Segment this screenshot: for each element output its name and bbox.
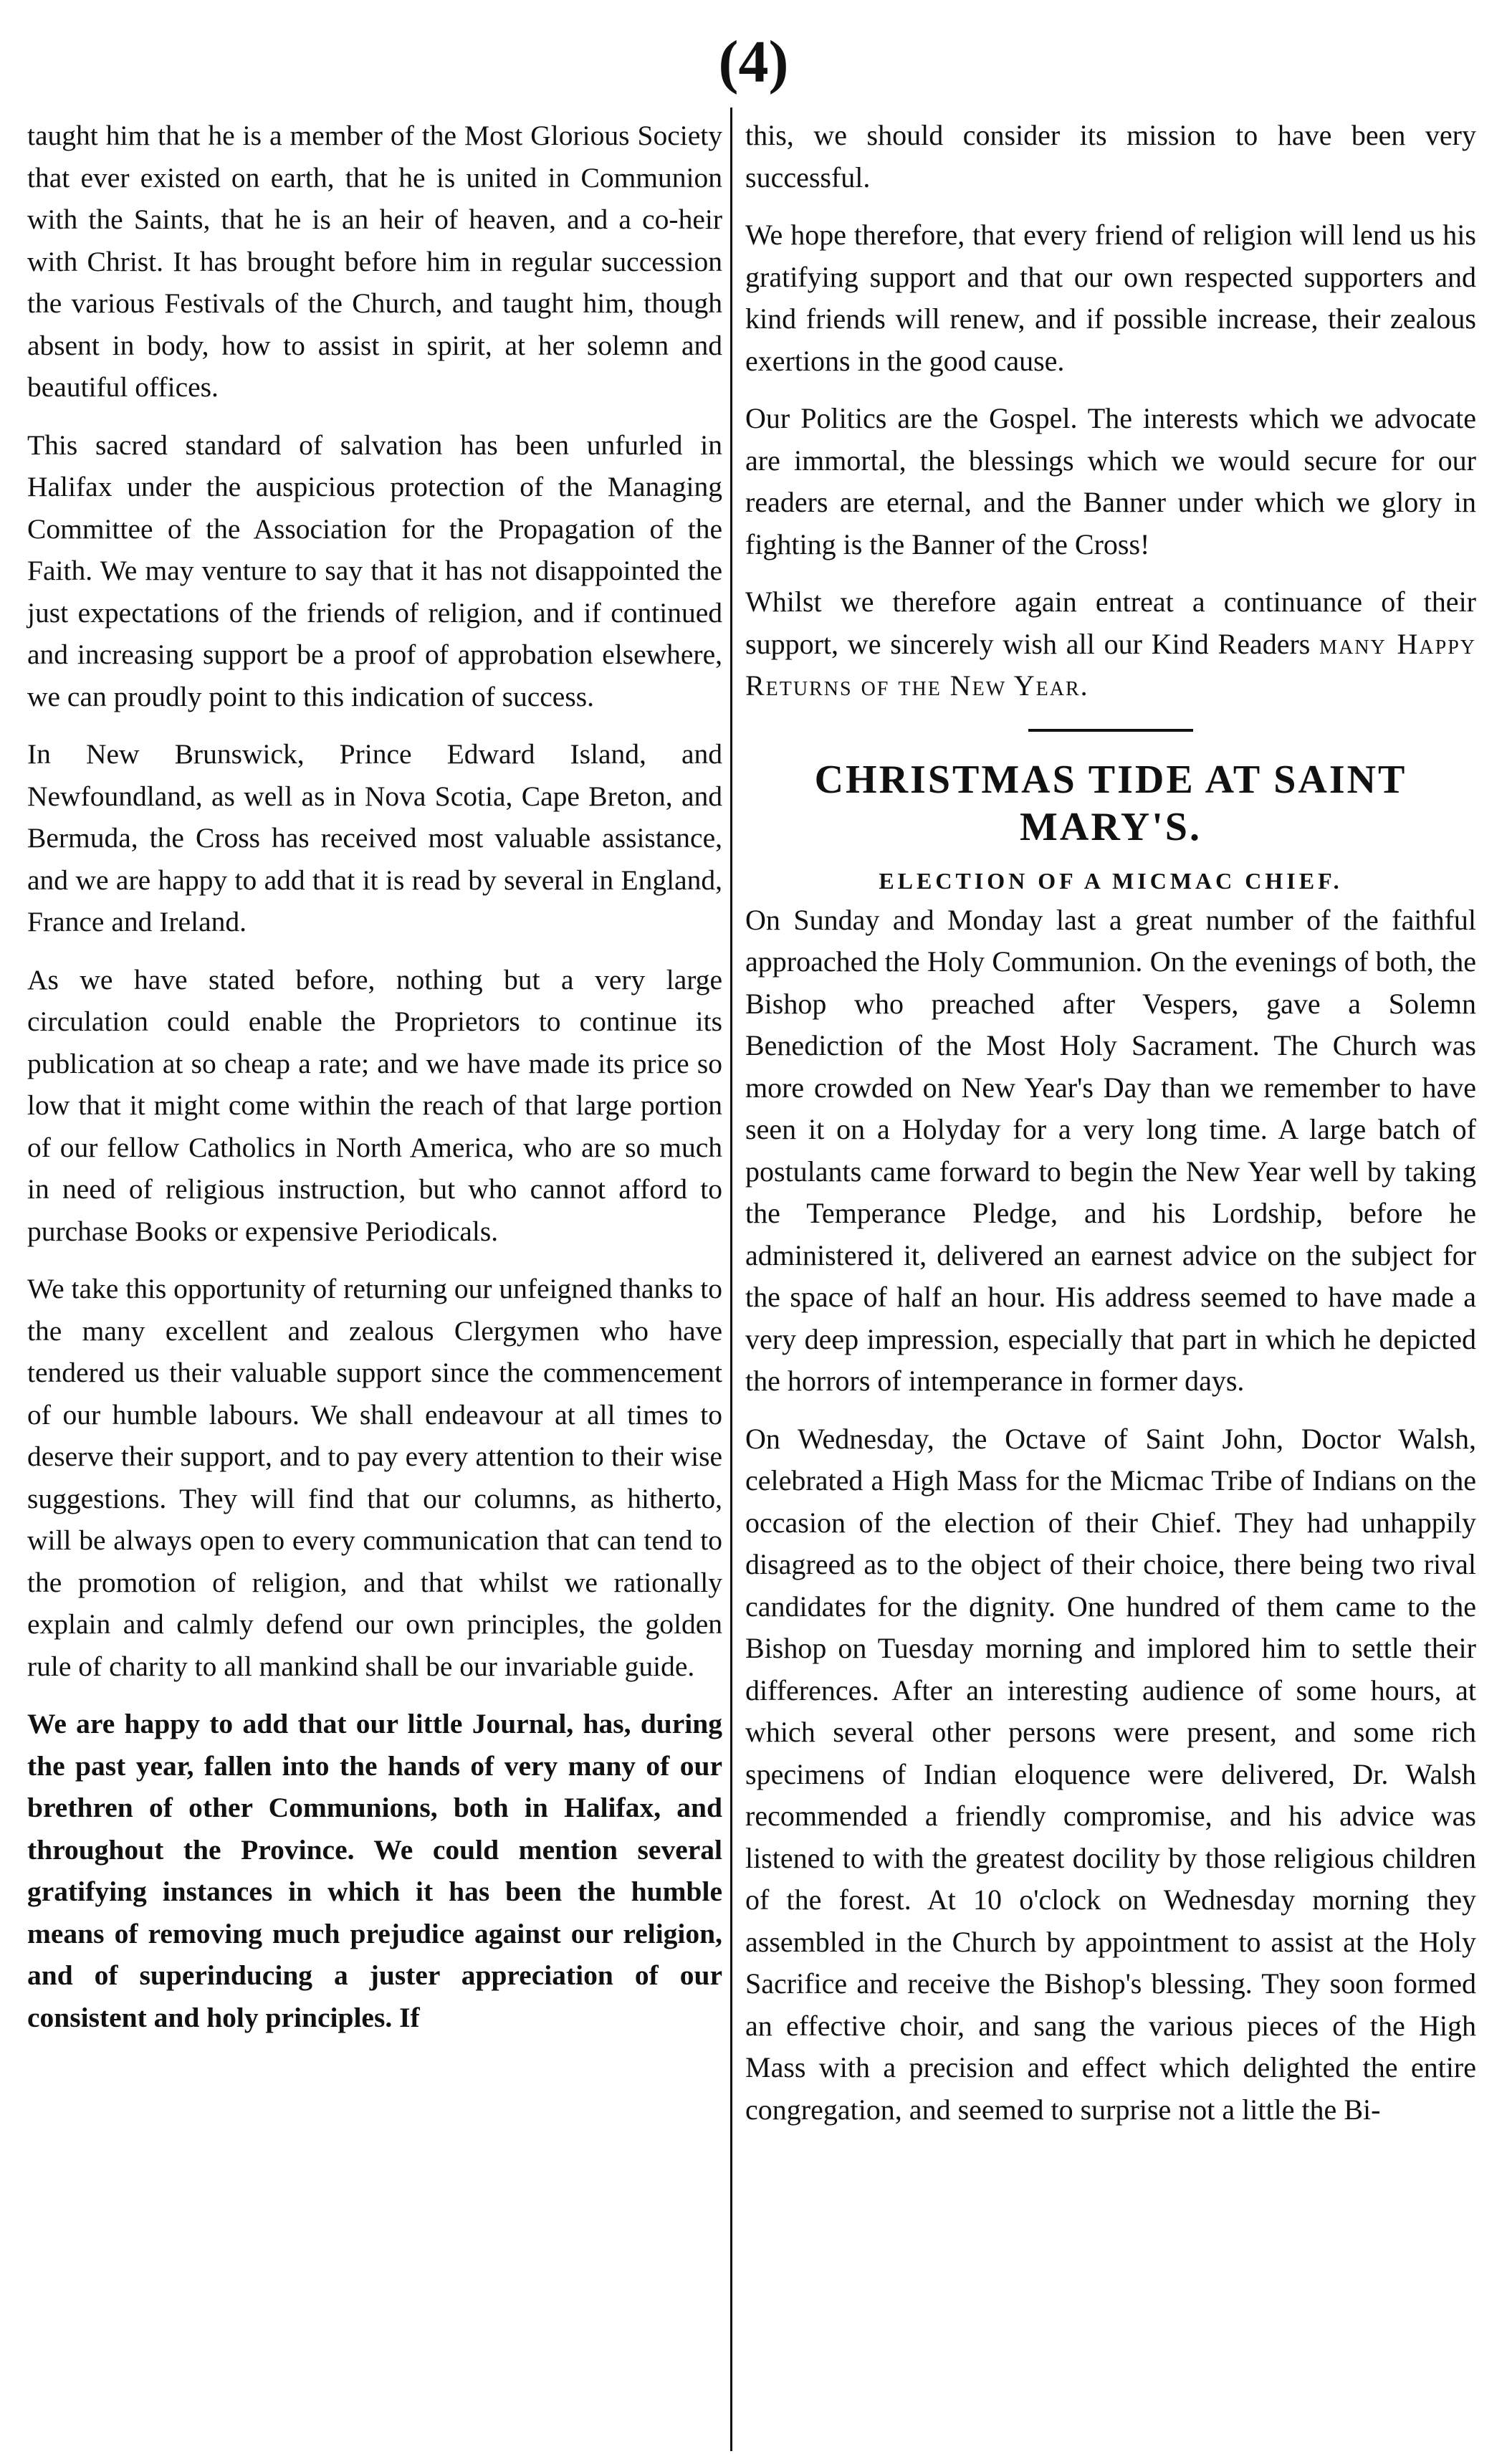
left-paragraph-4: As we have stated before, nothing but a very large circulation could enable the Proprietors to continue its publication at so cheap a rate; and we have made its price so low that it might come within the reach of that large portion of our fellow Catholics in North America, who are so much in need of religious instruction, but who cannot afford to purchase Books or expensive Periodicals. [27, 963, 722, 1247]
right-paragraph-1: this, we should consider its mission to have been very successful. [745, 119, 1476, 194]
closing-paragraph [745, 581, 1476, 707]
left-paragraph-3: In New Brunswick, Prince Edward Island, and Newfoundland, as well as in Nova Scotia, Cape Breton, and Bermuda, the Cross has received most valuable assistance, and we are happy to add that it is read by several in England, France and Ireland. [27, 738, 722, 937]
right-column [745, 115, 1476, 2147]
right-paragraph-3: Our Politics are the Gospel. The interests which we advocate are immortal, the blessings which we would secure for our readers are eternal, and the Banner under which we glory in fighting is the Banner of the Cross! [745, 402, 1476, 560]
closing-text: Whilst we therefore again entreat a continuance of their support, we sincerely wish all our Kind Readers [745, 586, 1476, 660]
left-paragraph-6: We are happy to add that our little Journal, has, during the past year, fallen into the hands of very many of our brethren of other Communions, both in Halifax, and throughout the Province. We could mention several gratifying instances in which it has been the humble means of removing much prejudice against our religion, and of superinducing a juster appreciation of our consistent and holy principles. If [27, 1708, 722, 2033]
left-paragraph-1: taught him that he is a member of the Most Glorious Society that ever existed on earth, that he is united in Communion with the Saints, that he is an heir of heaven, and a co-heir with Christ. It has brought before him in regular succession the various Festivals of the Church, and taught him, though absent in body, how to assist in spirit, at her solemn and beautiful offices. [27, 120, 722, 403]
article-paragraph-1: On Sunday and Monday last a great number of the faithful approached the Holy Communion. On the evenings of both, the Bishop who preached after Vespers, gave a Solemn Benediction of the Most Holy Sacrament. The Church was more crowded on New Year's Day than we remember to have seen it on a Holyday for a very long time. A large batch of postulants came forward to begin the New Year well by taking the Temperance Pledge, and his Lordship, before he administered it, delivered an earnest advice on the subject for the space of half an hour. His address seemed to have made a very deep impression, especially that part in which he depicted the horrors of intemperance in former days. [745, 903, 1476, 1397]
left-paragraph-2: This sacred standard of salvation has been unfurled in Halifax under the auspicious protection of the Managing Committee of the Association for the Propagation of the Faith. We may venture to say that it has not disappointed the just expectations of the friends of religion, and if continued and increasing support be a proof of approbation elsewhere, we can proudly point to this indication of success. [27, 429, 722, 712]
closing-greeting: many Happy Returns of the New Year. [745, 627, 1477, 702]
column-rule [730, 108, 732, 2451]
article-headline: CHRISTMAS TIDE AT SAINT MARY'S. [814, 757, 1407, 849]
section-divider [1028, 729, 1193, 732]
article-subheadline: ELECTION OF A MICMAC CHIEF. [879, 867, 1343, 894]
left-paragraph-5: We take this opportunity of returning our unfeigned thanks to the many excellent and zealous Clergymen who have tendered us their valuable support since the commencement of our humble labours. We shall endeavour at all times to deserve their support, and to pay every attention to their wise suggestions. They will find that our columns, as hitherto, will be always open to every communication that can tend to the promotion of religion, and that whilst we rationally explain and calmly defend our own principles, the golden rule of charity to all mankind shall be our invariable guide. [27, 1273, 722, 1682]
article-paragraph-2: On Wednesday, the Octave of Saint John, Doctor Walsh, celebrated a High Mass for the Micmac Tribe of Indians on the occasion of the election of their Chief. They had unhappily disagreed as to the object of their choice, there being two rival candidates for the dignity. One hundred of them came to the Bishop on Tuesday morning and implored him to settle their differences. After an interesting audience of some hours, at which several other persons were present, and some rich specimens of Indian eloquence were delivered, Dr. Walsh recommended a friendly compromise, and his advice was listened to with the greatest docility by those religious children of the forest. At 10 o'clock on Wednesday morning they assembled in the Church by appointment to assist at the Holy Sacrifice and receive the Bishop's blessing. They soon formed an effective choir, and sang the various pieces of the High Mass with a precision and effect which delighted the entire congregation, and seemed to surprise not a little the Bi- [745, 1422, 1476, 2126]
right-paragraph-2: We hope therefore, that every friend of religion will lend us his gratifying support and that our own respected supporters and kind friends will renew, and if possible increase, their zealous exertions in the good cause. [745, 219, 1476, 377]
page-number: (4) [718, 29, 789, 95]
left-column [27, 115, 722, 2054]
